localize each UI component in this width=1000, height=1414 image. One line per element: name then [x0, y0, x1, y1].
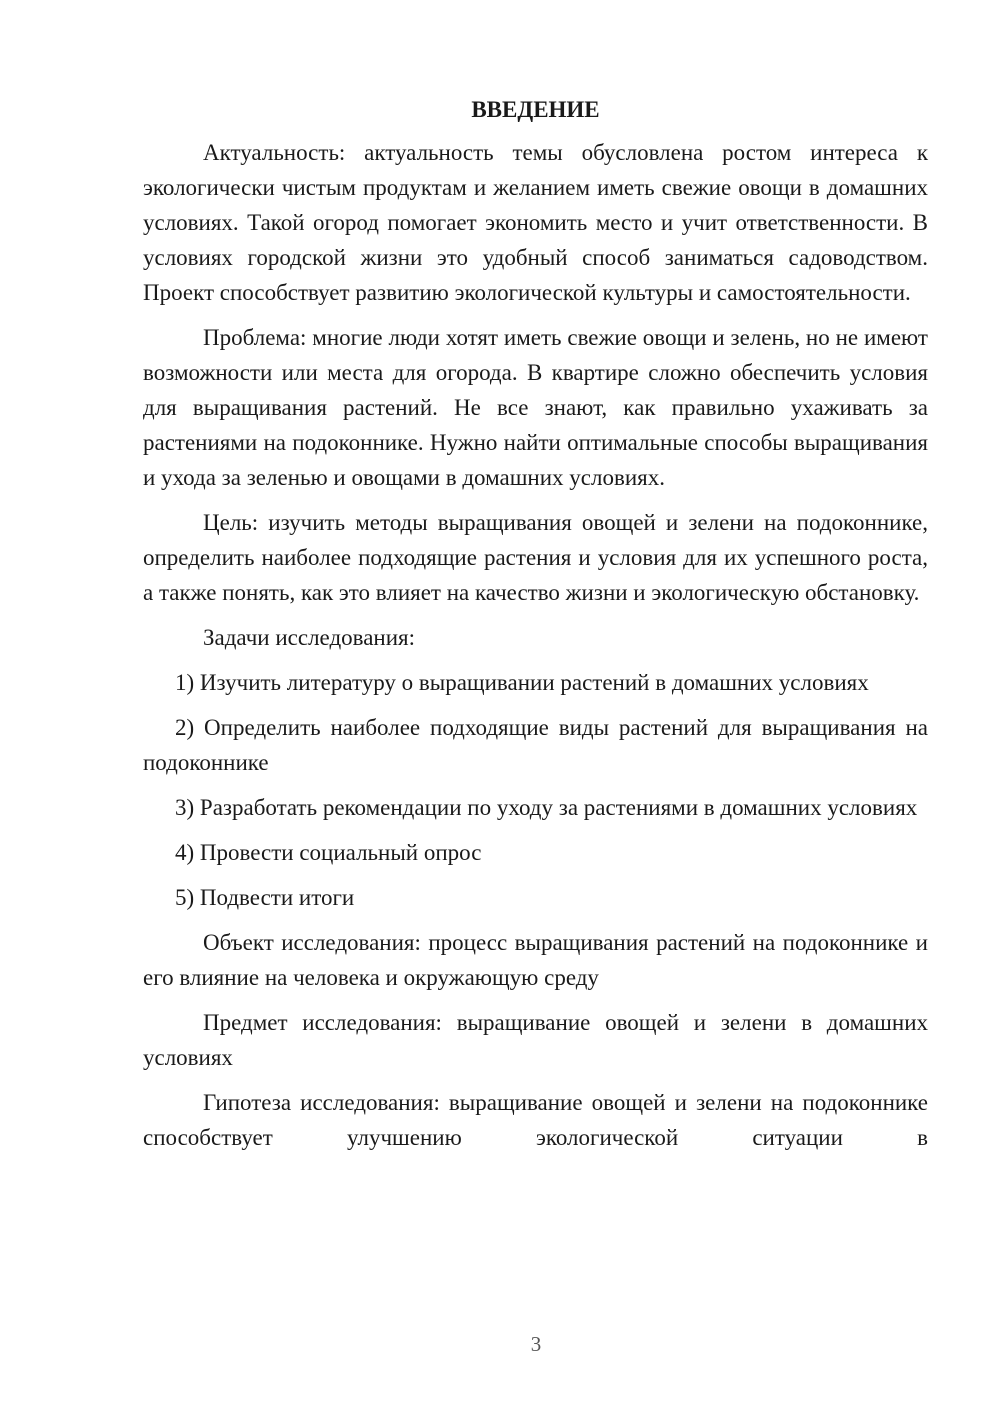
- tasks-heading: Задачи исследования:: [203, 625, 416, 650]
- paragraph-hypothesis: Гипотеза исследования: выращивание овощей и зелени на подоконнике способствует улучшению экологической ситуации в: [143, 1090, 928, 1150]
- task-item: 3) Разработать рекомендации по уходу за растениями в домашних условиях: [175, 795, 918, 820]
- task-item: 2) Определить наиболее подходящие виды растений для выращивания на подоконнике: [143, 715, 928, 775]
- paragraph-subject: Предмет исследования: выращивание овощей и зелени в домашних условиях: [143, 1010, 928, 1070]
- paragraph-problem: Проблема: многие люди хотят иметь свежие овощи и зелень, но не имеют возможности или места для огорода. В квартире сложно обеспечить условия для выращивания растений. Не все знают, как правильно ухаживать за растениями на подоконнике. Нужно найти оптимальные способы выращивания и ухода за зеленью и овощами в домашних условиях.: [143, 325, 928, 490]
- paragraph-goal: Цель: изучить методы выращивания овощей и зелени на подоконнике, определить наиболее подходящие растения и условия для их успешного роста, а также понять, как это влияет на качество жизни и экологическую обстановку.: [143, 510, 928, 605]
- page-number: 3: [530, 1332, 542, 1356]
- task-item: 1) Изучить литературу о выращивании растений в домашних условиях: [175, 670, 869, 695]
- section-title: ВВЕДЕНИЕ: [471, 97, 600, 122]
- paragraph-object: Объект исследования: процесс выращивания растений на подоконнике и его влияние на человека и окружающую среду: [143, 930, 928, 990]
- task-item: 5) Подвести итоги: [175, 885, 355, 910]
- document-page: [143, 92, 928, 1165]
- paragraph-relevance: Актуальность: актуальность темы обусловлена ростом интереса к экологически чистым продуктам и желанием иметь свежие овощи в домашних условиях. Такой огород помогает экономить место и учит ответственности. В условиях городской жизни это удобный способ заниматься садоводством. Проект способствует развитию экологической культуры и самостоятельности.: [143, 140, 928, 305]
- task-item: 4) Провести социальный опрос: [175, 840, 482, 865]
